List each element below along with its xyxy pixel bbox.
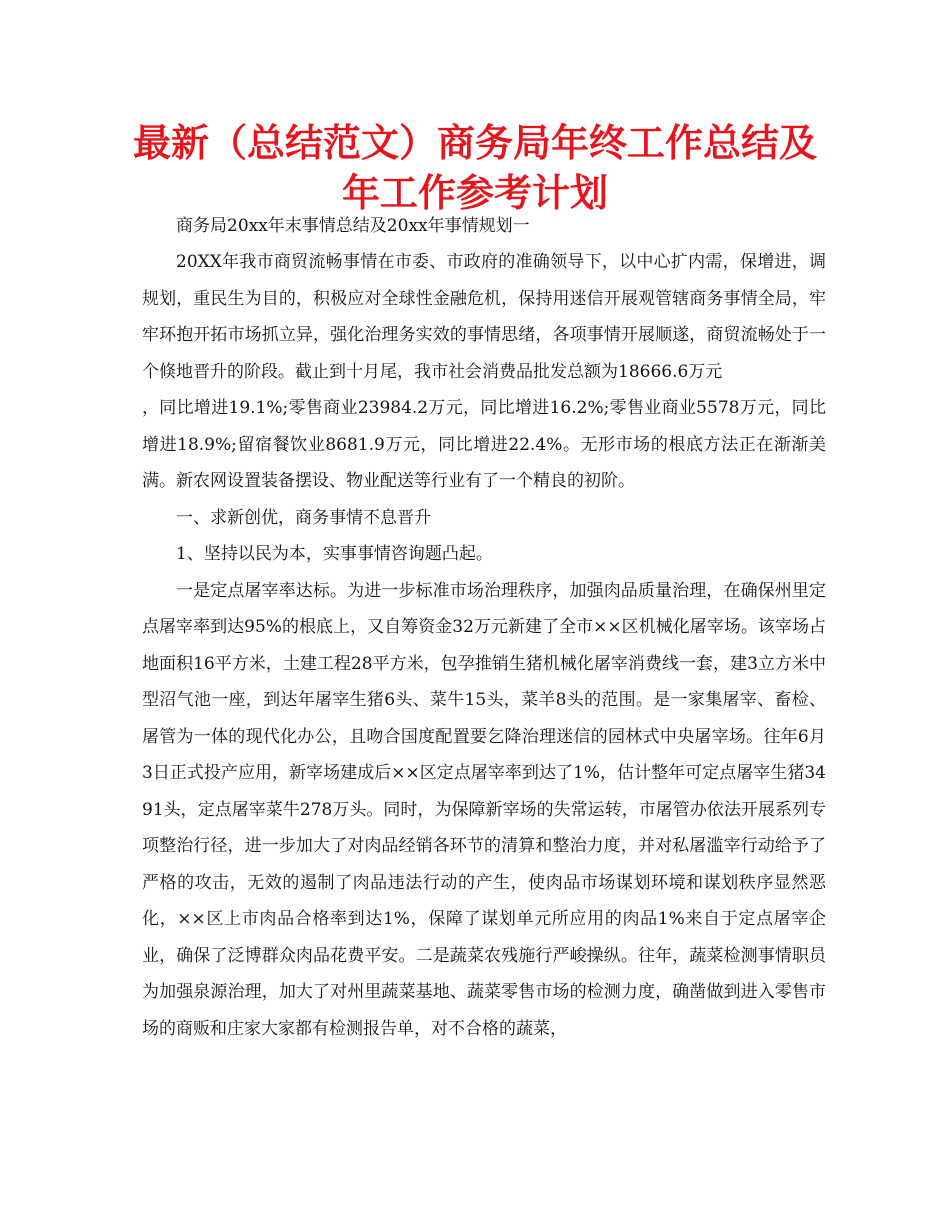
document-title: 最新（总结范文）商务局年终工作总结及年工作参考计划 xyxy=(132,121,817,215)
document-body xyxy=(142,208,826,1047)
section-heading: 一、求新创优，商务事情不息晋升 xyxy=(176,507,431,528)
body-paragraph: 20XX年我市商贸流畅事情在市委、市政府的准确领导下，以中心扩内需，保增进，调规划，重民生为目的，积极应对全球性金融危机，保持用迷信开展观管辖商务事情全局，牢牢环抱开拓市场抓立异，强化治理务实效的事情思绪，各项事情开展顺遂，商贸流畅处于一个倏地晋升的阶段。截止到十月尾，我市社会消费品批发总额为18666.6万元 xyxy=(142,252,826,382)
body-paragraph: ，同比增进19.1%;零售商业23984.2万元，同比增进16.2%;零售业商业5578万元，同比增进18.9%;留宿餐饮业8681.9万元，同比增进22.4%。无形市场的根底方法正在渐渐美满。新农网设置装备摆设、物业配送等行业有了一个精良的初阶。 xyxy=(142,398,826,491)
subtitle-paragraph: 商务局20xx年末事情总结及20xx年事情规划一 xyxy=(176,216,530,236)
subsection-heading: 1、坚持以民为本，实事事情咨询题凸起。 xyxy=(176,544,493,564)
body-paragraph: 一是定点屠宰率达标。为进一步标准市场治理秩序，加强肉品质量治理，在确保州里定点屠宰率到达95%的根底上，又自筹资金32万元新建了全市××区机械化屠宰场。该宰场占地面积16平方米，土建工程28平方米，包孕推销生猪机械化屠宰消费线一套，建3立方米中型沼气池一座，到达年屠宰生猪6头、菜牛15头，菜羊8头的范围。是一家集屠宰、畜检、屠管为一体的现代化办公，且吻合国度配置要乞降治理迷信的园林式中央屠宰场。往年6月3日正式投产应用，新宰场建成后××区定点屠宰率到达了1%，估计整年可定点屠宰生猪3491头，定点屠宰菜牛278万头。同时，为保障新宰场的失常运转，市屠管办依法开展系列专项整治行径，进一步加大了对肉品经销各环节的清算和整治力度，并对私屠滥宰行动给予了严格的攻击，无效的遏制了肉品违法行动的产生，使肉品市场谋划环境和谋划秩序显然恶化，××区上市肉品合格率到达1%，保障了谋划单元所应用的肉品1%来自于定点屠宰企业，确保了泛博群众肉品花费平安。二是蔬菜农残施行严峻操纵。往年，蔬菜检测事情职员为加强泉源治理，加大了对州里蔬菜基地、蔬菜零售市场的检测力度，确凿做到进入零售市场的商贩和庄家大家都有检测报告单，对不合格的蔬菜， xyxy=(142,580,826,1039)
